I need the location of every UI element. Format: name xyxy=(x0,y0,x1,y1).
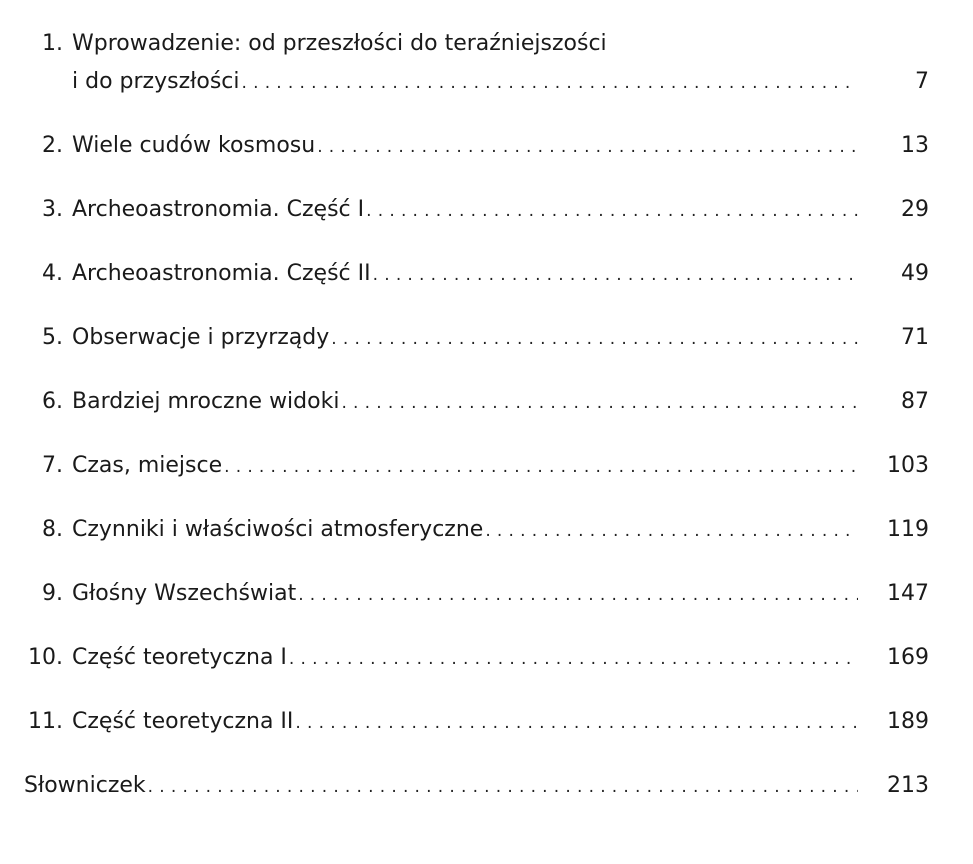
leader-dots xyxy=(485,516,858,546)
toc-entry-row xyxy=(72,451,858,481)
toc-entry-row xyxy=(72,67,858,97)
toc-entry-row xyxy=(72,195,858,225)
toc-entry-title: Obserwacje i przyrządy xyxy=(72,325,330,350)
leader-dots xyxy=(242,68,859,98)
leader-dots xyxy=(373,260,858,290)
toc-entry-row xyxy=(72,323,858,353)
toc-entry-title: Bardziej mroczne widoki xyxy=(72,389,340,414)
toc-entry-page: 7 xyxy=(915,69,929,94)
leader-dots xyxy=(331,324,858,354)
toc-entry[interactable] xyxy=(0,131,973,171)
leader-dots xyxy=(366,196,858,226)
toc-entry-page: 213 xyxy=(887,773,929,798)
toc-entry-number: 10. xyxy=(28,645,63,670)
toc-entry[interactable] xyxy=(0,259,973,299)
toc-entry-title-line1: Wprowadzenie: od przeszłości do teraźniejszości xyxy=(72,31,607,56)
toc-entry-page: 29 xyxy=(901,197,929,222)
leader-dots xyxy=(224,452,858,482)
toc-entry[interactable] xyxy=(0,195,973,235)
toc-entry-row xyxy=(72,643,858,673)
leader-dots xyxy=(289,644,858,674)
toc-entry[interactable] xyxy=(0,29,973,101)
toc-entry-number: 4. xyxy=(42,261,63,286)
leader-dots xyxy=(317,132,858,162)
toc-entry-page: 119 xyxy=(887,517,929,542)
toc-entry[interactable] xyxy=(0,323,973,363)
toc-entry-title: Archeoastronomia. Część I xyxy=(72,197,365,222)
toc-entry-title: Wiele cudów kosmosu xyxy=(72,133,316,158)
toc-entry[interactable] xyxy=(0,643,973,683)
toc-entry-row xyxy=(72,579,858,609)
toc-entry-page: 169 xyxy=(887,645,929,670)
toc-entry-page: 87 xyxy=(901,389,929,414)
toc-entry[interactable] xyxy=(0,387,973,427)
toc-entry-number: 8. xyxy=(42,517,63,542)
toc-entry-title: i do przyszłości xyxy=(72,69,240,94)
toc-entry-row xyxy=(72,387,858,417)
toc-entry-number: 1. xyxy=(42,31,63,56)
toc-entry-title: Czynniki i właściwości atmosferyczne xyxy=(72,517,484,542)
toc-entry[interactable] xyxy=(0,515,973,555)
toc-entry-title: Czas, miejsce xyxy=(72,453,223,478)
toc-entry[interactable] xyxy=(0,579,973,619)
toc-entry-number: 7. xyxy=(42,453,63,478)
toc-entry-number: 5. xyxy=(42,325,63,350)
toc-entry-row xyxy=(24,771,858,801)
toc-entry-page: 103 xyxy=(887,453,929,478)
leader-dots xyxy=(295,708,858,738)
toc-entry-page: 189 xyxy=(887,709,929,734)
toc-entry-number: 9. xyxy=(42,581,63,606)
toc-entry[interactable] xyxy=(0,707,973,747)
toc-entry-title: Część teoretyczna II xyxy=(72,709,294,734)
leader-dots xyxy=(298,580,858,610)
toc-entry-number: 2. xyxy=(42,133,63,158)
toc-entry-number: 3. xyxy=(42,197,63,222)
leader-dots xyxy=(341,388,858,418)
toc-entry-glossary[interactable] xyxy=(0,771,973,811)
toc-entry[interactable] xyxy=(0,451,973,491)
toc-entry-row xyxy=(72,259,858,289)
toc-entry-number: 6. xyxy=(42,389,63,414)
toc-entry-row xyxy=(72,707,858,737)
toc-entry-page: 71 xyxy=(901,325,929,350)
toc-entry-page: 49 xyxy=(901,261,929,286)
toc-entry-title: Część teoretyczna I xyxy=(72,645,287,670)
toc-entry-row xyxy=(72,515,858,545)
toc-entry-number: 11. xyxy=(28,709,63,734)
toc-entry-title: Głośny Wszechświat xyxy=(72,581,297,606)
toc-entry-page: 147 xyxy=(887,581,929,606)
toc-entry-page: 13 xyxy=(901,133,929,158)
leader-dots xyxy=(148,772,858,802)
toc-entry-title: Słowniczek xyxy=(24,773,146,798)
toc-entry-title: Archeoastronomia. Część II xyxy=(72,261,371,286)
toc-entry-row xyxy=(72,131,858,161)
